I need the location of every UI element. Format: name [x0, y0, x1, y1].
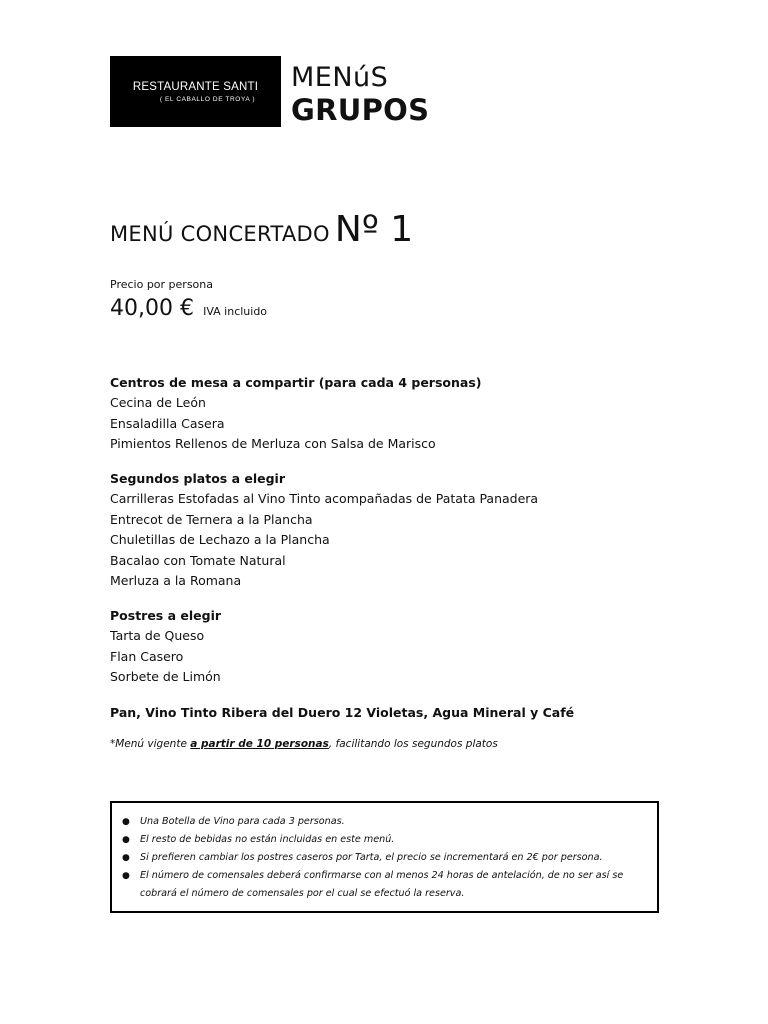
price	[110, 296, 267, 321]
note-prefix: *Menú vigente	[110, 738, 191, 750]
menu-item: Chuletillas de Lechazo a la Plancha	[110, 532, 330, 547]
logo-restaurant-subtitle: ( EL CABALLO DE TROYA )	[159, 96, 256, 103]
condition-item	[122, 813, 657, 831]
price-label: Precio por persona	[110, 278, 213, 291]
condition-text: El número de comensales deberá confirmarse con al menos 24 horas de antelación, de no ser así se cobrará el número de comensales por el cual se efectuó la reserva.	[140, 870, 624, 899]
menu-item: Tarta de Queso	[110, 628, 205, 643]
condition-item	[122, 849, 657, 867]
menu-title	[110, 209, 413, 250]
header-menus: MENúS	[291, 62, 389, 93]
bullet-icon: ●	[122, 835, 130, 845]
section-heading: Centros de mesa a compartir (para cada 4 personas)	[110, 375, 482, 390]
section-heading: Postres a elegir	[110, 608, 222, 623]
menu-note	[110, 738, 498, 750]
logo-restaurant-name: RESTAURANTE SANTI	[132, 81, 259, 93]
bullet-icon: ●	[122, 871, 130, 881]
bullet-icon: ●	[122, 853, 130, 863]
section-desserts	[110, 606, 221, 688]
conditions-box	[110, 801, 659, 913]
menu-item: Entrecot de Ternera a la Plancha	[110, 511, 313, 527]
bullet-icon: ●	[122, 817, 130, 827]
menu-item: Carrilleras Estofadas al Vino Tinto acompañadas de Patata Panadera	[110, 491, 539, 506]
drinks-line: Pan, Vino Tinto Ribera del Duero 12 Violetas, Agua Mineral y Café	[110, 705, 575, 720]
section-heading: Segundos platos a elegir	[110, 471, 285, 486]
price-tax-note: IVA incluido	[203, 305, 268, 318]
section-mains	[110, 469, 538, 592]
menu-item: Pimientos Rellenos de Merluza con Salsa de Marisco	[110, 436, 436, 451]
menu-item: Cecina de León	[110, 395, 206, 410]
condition-text: Una Botella de Vino para cada 3 personas.	[140, 816, 345, 827]
menu-item: Bacalao con Tomate Natural	[110, 552, 286, 568]
note-emphasis: a partir de 10 personas	[190, 738, 329, 750]
menu-title-prefix: MENÚ CONCERTADO	[110, 222, 330, 246]
section-starters	[110, 373, 482, 455]
menu-item: Ensaladilla Casera	[110, 415, 225, 431]
condition-item	[122, 831, 657, 849]
menu-item: Sorbete de Limón	[110, 669, 221, 684]
menu-item: Flan Casero	[110, 648, 184, 664]
condition-text: El resto de bebidas no están incluidas en este menú.	[140, 834, 395, 845]
header-grupos: GRUPOS	[291, 93, 430, 127]
menu-title-number: Nº 1	[334, 209, 414, 250]
condition-text: Si prefieren cambiar los postres caseros por Tarta, el precio se incrementará en 2€ por persona.	[140, 852, 603, 863]
menu-item: Merluza a la Romana	[110, 573, 242, 588]
restaurant-logo	[110, 56, 281, 127]
price-amount: 40,00 €	[110, 296, 194, 321]
condition-item	[122, 867, 657, 903]
note-suffix: , facilitando los segundos platos	[328, 738, 498, 750]
